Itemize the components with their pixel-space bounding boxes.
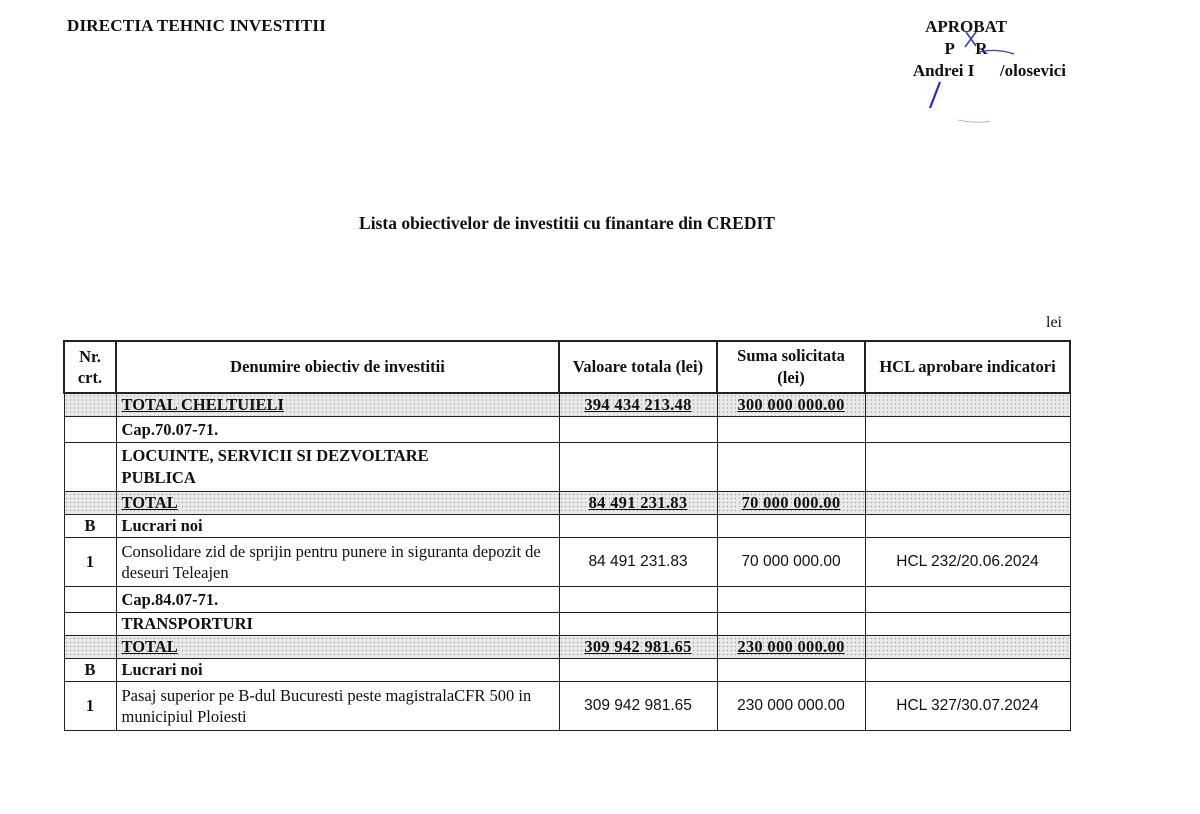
cell-denumire: Pasaj superior pe B-dul Bucuresti peste magistralaCFR 500 in municipiul Ploiesti	[116, 682, 559, 731]
cell-suma	[717, 443, 865, 492]
table-row	[64, 443, 1070, 492]
cell-denumire: TOTAL	[116, 636, 559, 659]
cell-hcl	[865, 393, 1070, 417]
investments-table	[63, 340, 1071, 731]
cell-nr	[64, 587, 116, 613]
table-row	[64, 492, 1070, 515]
table-row	[64, 636, 1070, 659]
table-row	[64, 659, 1070, 682]
document-title: Lista obiectivelor de investitii cu finantare din CREDIT	[359, 213, 775, 233]
cell-hcl	[865, 443, 1070, 492]
cell-denumire: TRANSPORTURI	[116, 613, 559, 636]
cell-valoare	[559, 659, 717, 682]
cell-nr	[64, 613, 116, 636]
cell-denumire: Consolidare zid de sprijin pentru punere in siguranta depozit de deseuri Teleajen	[116, 538, 559, 587]
cell-denumire: TOTAL CHELTUIELI	[116, 393, 559, 417]
cell-valoare	[559, 515, 717, 538]
cell-nr	[64, 443, 116, 492]
cell-valoare	[559, 443, 717, 492]
col-header-valoare: Valoare totala (lei)	[559, 341, 717, 393]
cell-valoare: 84 491 231.83	[559, 492, 717, 515]
table-row	[64, 587, 1070, 613]
cell-valoare	[559, 587, 717, 613]
col-header-suma: Suma solicitata (lei)	[717, 341, 865, 393]
cell-suma: 70 000 000.00	[717, 538, 865, 587]
cell-denumire: LOCUINTE, SERVICII SI DEZVOLTARE PUBLICA	[116, 443, 559, 492]
cell-nr	[64, 636, 116, 659]
col-header-denumire: Denumire obiectiv de investitii	[116, 341, 559, 393]
cell-hcl	[865, 417, 1070, 443]
cell-denumire: Lucrari noi	[116, 659, 559, 682]
table-row	[64, 515, 1070, 538]
cell-valoare: 84 491 231.83	[559, 538, 717, 587]
cell-suma	[717, 417, 865, 443]
cell-suma: 230 000 000.00	[717, 682, 865, 731]
cell-hcl	[865, 659, 1070, 682]
cell-suma: 230 000 000.00	[717, 636, 865, 659]
cell-hcl	[865, 636, 1070, 659]
col-header-nr: Nr. crt.	[64, 341, 116, 393]
cell-suma	[717, 613, 865, 636]
cell-nr	[64, 417, 116, 443]
table-row	[64, 417, 1070, 443]
table-row	[64, 393, 1070, 417]
cell-hcl	[865, 515, 1070, 538]
cell-valoare	[559, 417, 717, 443]
cell-suma: 70 000 000.00	[717, 492, 865, 515]
cell-nr: B	[64, 659, 116, 682]
approval-signatory: Andrei I /olosevici	[912, 61, 1066, 80]
cell-valoare	[559, 613, 717, 636]
approval-role: P R	[944, 39, 988, 58]
cell-nr: 1	[64, 682, 116, 731]
approval-title: APROBAT	[925, 17, 1007, 36]
currency-unit: lei	[1046, 314, 1062, 331]
table-header-row	[64, 341, 1070, 393]
cell-nr: B	[64, 515, 116, 538]
cell-denumire: TOTAL	[116, 492, 559, 515]
cell-suma: 300 000 000.00	[717, 393, 865, 417]
cell-hcl	[865, 613, 1070, 636]
cell-hcl: HCL 327/30.07.2024	[865, 682, 1070, 731]
table-row	[64, 613, 1070, 636]
cell-hcl: HCL 232/20.06.2024	[865, 538, 1070, 587]
signature-mark	[918, 20, 1038, 130]
cell-hcl	[865, 587, 1070, 613]
cell-valoare: 309 942 981.65	[559, 682, 717, 731]
cell-valoare: 309 942 981.65	[559, 636, 717, 659]
cell-suma	[717, 515, 865, 538]
cell-denumire: Cap.84.07-71.	[116, 587, 559, 613]
cell-hcl	[865, 492, 1070, 515]
col-header-hcl: HCL aprobare indicatori	[865, 341, 1070, 393]
department-heading: DIRECTIA TEHNIC INVESTITII	[67, 16, 327, 35]
cell-nr	[64, 492, 116, 515]
cell-denumire: Cap.70.07-71.	[116, 417, 559, 443]
cell-denumire: Lucrari noi	[116, 515, 559, 538]
cell-nr: 1	[64, 538, 116, 587]
cell-nr	[64, 393, 116, 417]
table-row	[64, 538, 1070, 587]
table-row	[64, 682, 1070, 731]
cell-valoare: 394 434 213.48	[559, 393, 717, 417]
cell-suma	[717, 659, 865, 682]
cell-suma	[717, 587, 865, 613]
